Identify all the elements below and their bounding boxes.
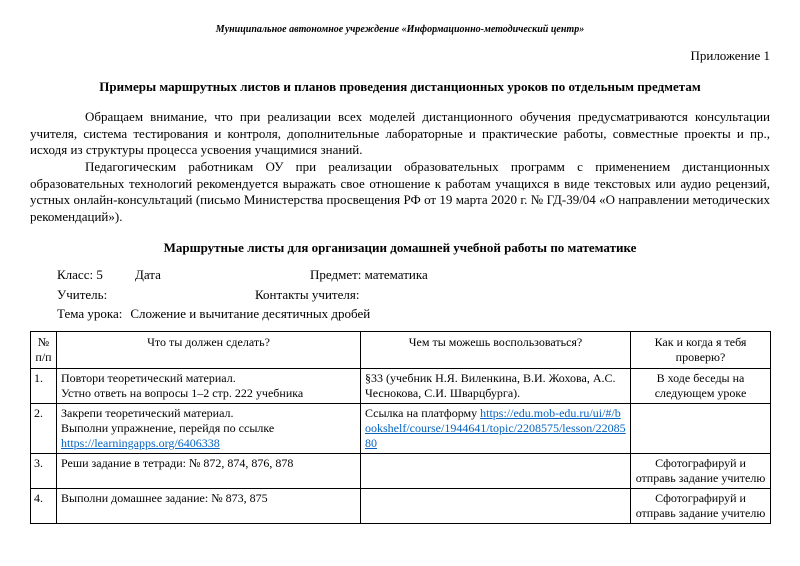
teacher-label: Учитель: [57,286,108,302]
info-line-class [57,265,770,285]
topic-label: Тема урока: [57,306,123,322]
row-number: 2. [31,403,57,453]
info-line-topic [57,304,770,324]
route-table [30,331,771,524]
paragraph-intro: Обращаем внимание, что при реализации всех моделей дистанционного обучения предусматриваются консультации учителя, система тестирования и контроля, дополнительные лабораторные и практические работы, совместные проекты и пр., исходя из структуры процесса усвоения учащимися знаний. [30,109,770,158]
col-header-check: Как и когда я тебя проверю? [631,331,771,368]
route-sheet-subtitle: Маршрутные листы для организации домашней учебной работы по математике [163,240,637,256]
lesson-info [30,265,770,324]
resource-prefix: Ссылка на платформу [365,405,481,420]
check-cell: В ходе беседы на следующем уроке [631,368,771,403]
teacher-contacts-label: Контакты учителя: [255,286,360,302]
check-cell [631,403,771,453]
resource-cell: §33 (учебник Н.Я. Виленкина, В.И. Жохова, А.С. Чеснокова, С.И. Шварцбурга). [361,368,631,403]
table-row [31,403,771,453]
task-line: Устно ответь на вопросы 1–2 стр. 222 учебника [61,385,304,400]
table-row [31,368,771,403]
task-line: Выполни упражнение, перейдя по ссылке [61,420,275,435]
info-line-teacher [57,285,770,305]
resource-cell [361,488,631,523]
org-header: Муниципальное автономное учреждение «Информационно-методический центр» [215,24,585,35]
resource-cell [361,403,631,453]
table-row [31,488,771,523]
table-row [31,453,771,488]
row-number: 4. [31,488,57,523]
class-label: Класс: 5 [57,267,103,283]
row-number: 1. [31,368,57,403]
task-line: Закрепи теоретический материал. [61,405,234,420]
check-cell: Сфотографируй и отправь задание учителю [631,453,771,488]
learningapps-link[interactable]: https://learningapps.org/6406338 [61,435,220,450]
task-cell: Выполни домашнее задание: № 873, 875 [57,488,361,523]
col-header-task: Что ты должен сделать? [57,331,361,368]
task-cell: Реши задание в тетради: № 872, 874, 876, 878 [57,453,361,488]
appendix-label: Приложение 1 [690,48,770,63]
table-header-row [31,331,771,368]
row-number: 3. [31,453,57,488]
topic-value: Сложение и вычитание десятичных дробей [130,306,371,322]
col-header-resources: Чем ты можешь воспользоваться? [361,331,631,368]
document-title: Примеры маршрутных листов и планов проведения дистанционных уроков по отдельным предметам [99,79,701,94]
check-cell: Сфотографируй и отправь задание учителю [631,488,771,523]
paragraph-recommendation: Педагогическим работникам ОУ при реализации образовательных программ с применением дистанционных образовательных технологий рекомендуется выражать свое отношение к работам учащихся в виде текстовых или аудио рецензий, устных онлайн-консультаций (письмо Министерства просвещения РФ от 19 марта 2020 г. № ГД-39/04 «О направлении методических рекомендаций»). [30,158,770,224]
edu-platform-link[interactable]: https://edu.mob-edu.ru/ui/#/bookshelf/course/1944641/topic/2208575/lesson/2208580 [365,405,626,450]
task-line: Повтори теоретический материал. [61,370,236,385]
task-cell [57,403,361,453]
task-cell [57,368,361,403]
subject-label: Предмет: математика [310,267,428,283]
col-header-number: № п/п [31,331,57,368]
date-label: Дата [135,267,161,283]
resource-cell [361,453,631,488]
